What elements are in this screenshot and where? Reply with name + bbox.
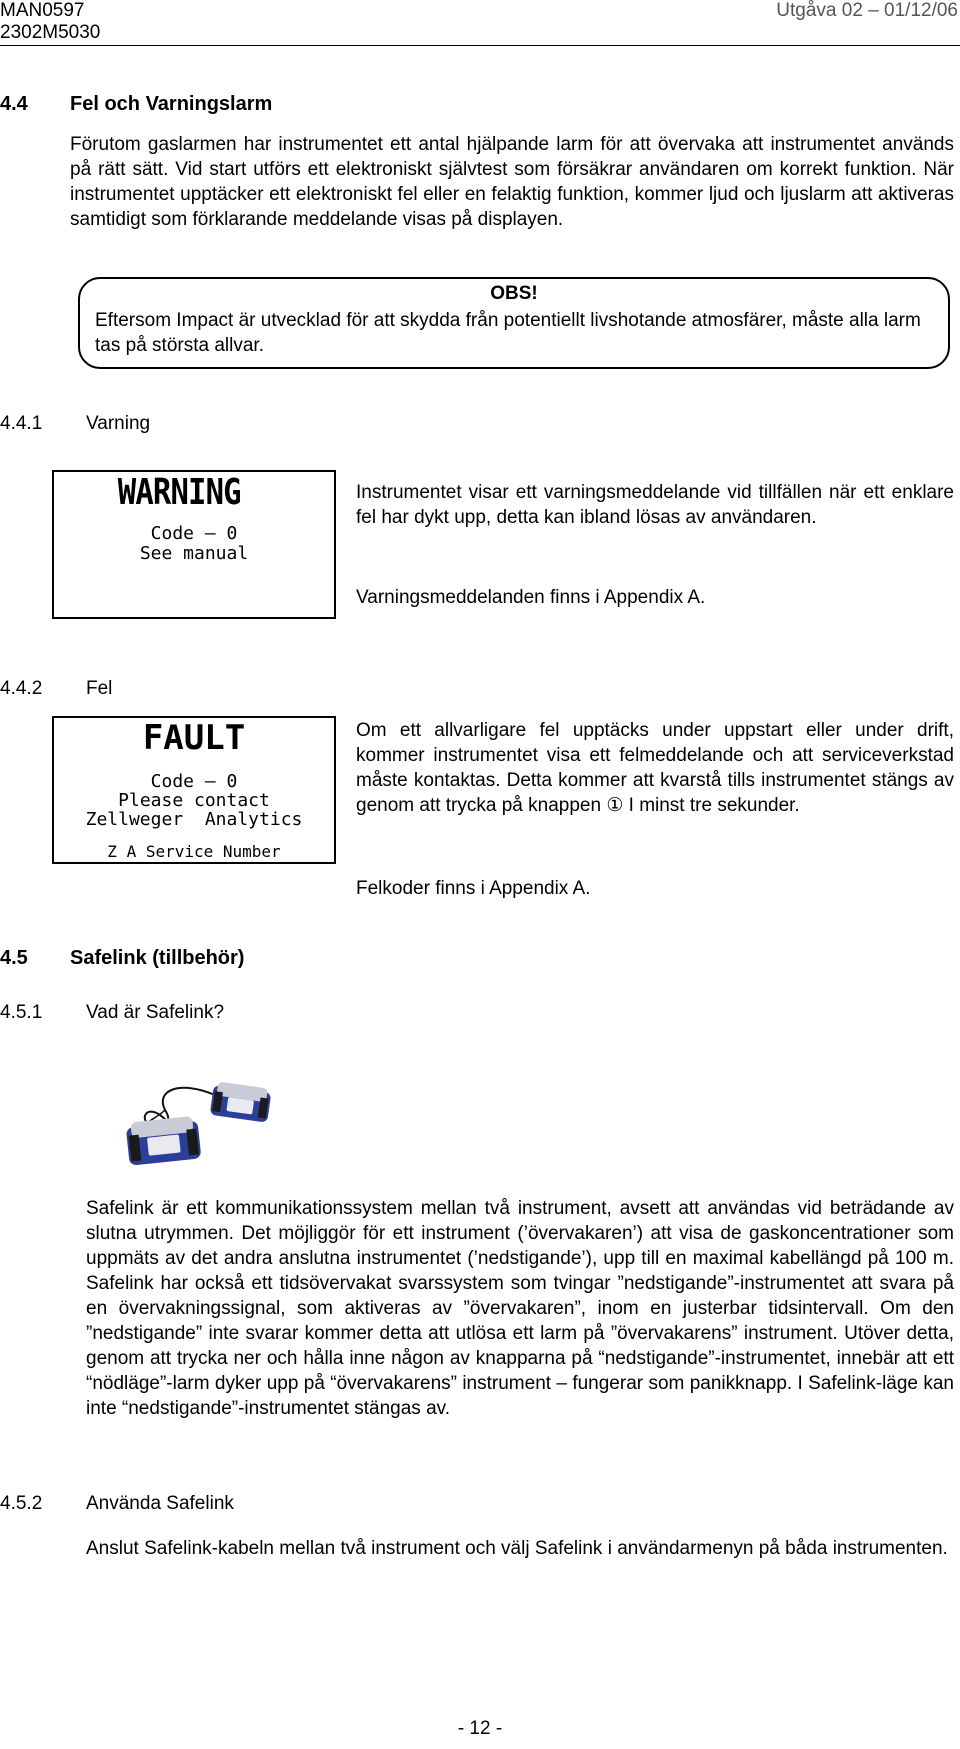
doc-id: MAN0597 xyxy=(0,0,85,21)
section-title-4-4-1: Varning xyxy=(86,413,151,434)
fault-display-company: Zellweger Analytics xyxy=(85,809,303,830)
section-4-4-1-paragraph: Instrumentet visar ett varningsmeddelande vid tillfällen när ett enklare fel har dykt upp, detta kan ibland lösas av användaren. xyxy=(356,482,954,528)
warning-display-manual: See manual xyxy=(139,543,249,564)
section-title-4-4-2: Fel xyxy=(86,678,113,699)
section-title-4-4: Fel och Varningslarm xyxy=(70,93,273,115)
section-4-5-2-paragraph: Anslut Safelink-kabeln mellan två instrument och välj Safelink i användarmenyn på båda instrumenten. xyxy=(86,1538,948,1559)
section-number-4-4: 4.4 xyxy=(0,93,28,115)
section-number-4-4-1: 4.4.1 xyxy=(0,413,43,434)
section-number-4-4-2: 4.4.2 xyxy=(0,678,43,699)
fault-display-code: Code – 0 xyxy=(150,771,238,792)
header-rule xyxy=(0,45,960,46)
safelink-devices-image xyxy=(120,1075,290,1175)
warning-display-title: WARNING xyxy=(117,472,241,513)
page-number: - 12 - xyxy=(457,1718,503,1739)
fault-display-contact: Please contact xyxy=(118,790,270,811)
section-title-4-5: Safelink (tillbehör) xyxy=(70,947,245,969)
fault-display-title: FAULT xyxy=(142,718,246,758)
edition: Utgåva 02 – 01/12/06 xyxy=(776,0,958,21)
section-number-4-5-2: 4.5.2 xyxy=(0,1493,43,1514)
section-4-4-2-note: Felkoder finns i Appendix A. xyxy=(356,878,591,899)
warning-display-code: Code – 0 xyxy=(150,523,238,544)
section-title-4-5-1: Vad är Safelink? xyxy=(86,1002,225,1023)
section-4-4-paragraph: Förutom gaslarmen har instrumentet ett antal hjälpande larm för att övervaka att instrumentet används på rätt sätt. Vid start utförs ett elektroniskt självtest som försäkrar användaren om korrekt funktion. När instrumentet upptäcker ett elektroniskt fel eller en felaktig funktion, kommer ljud och ljuslarm att aktiveras samtidigt som förklarande meddelande visas på displayen. xyxy=(70,134,954,230)
section-4-5-1-paragraph: Safelink är ett kommunikationssystem mellan två instrument, avsett att användas vid beträdande av slutna utrymmen. Det möjliggör för ett instrument (’övervakaren’) att visa de gaskoncentrationer som uppmäts av det andra anslutna instrumentet (’nedstigande’), upp till en maximal kabellängd på 100 m. Safelink har också ett tidsövervakat svarssystem som tvingar ”nedstigande”-instrumentet att svara på en övervakningssignal, som aktiveras av ”övervakaren”, inom en justerbar tidsintervall. Om den ”nedstigande” inte svarar kommer detta att utlösa ett larm på ”övervakarens” instrument. Utöver detta, genom att trycka ner och hålla inne någon av knapparna på “nedstigande”-instrumentet, innebär att ett “nödläge”-larm dyker upp på “övervakarens” instrument – fungerar som panikknapp. I Safelink-läge kan inte “nedstigande”-instrumentet stängas av. xyxy=(86,1198,954,1419)
obs-text: Eftersom Impact är utvecklad för att skydda från potentiellt livshotande atmosfärer, måste alla larm tas på största allvar. xyxy=(95,310,921,356)
section-4-4-1-note: Varningsmeddelanden finns i Appendix A. xyxy=(356,587,706,608)
warning-display xyxy=(52,470,336,619)
section-4-4-2-paragraph: Om ett allvarligare fel upptäcks under uppstart eller under drift, kommer instrumentet visa ett felmeddelande och att serviceverkstad måste kontaktas. Detta kommer att kvarstå tills instrumentet stängs av genom att trycka på knappen ① I minst tre sekunder. xyxy=(356,720,954,816)
section-number-4-5-1: 4.5.1 xyxy=(0,1002,43,1023)
section-number-4-5: 4.5 xyxy=(0,947,28,969)
fault-display-service: Z A Service Number xyxy=(107,842,281,861)
section-title-4-5-2: Använda Safelink xyxy=(86,1493,234,1514)
fault-display xyxy=(52,716,336,864)
obs-title: OBS! xyxy=(490,283,538,304)
part-number: 2302M5030 xyxy=(0,22,101,43)
